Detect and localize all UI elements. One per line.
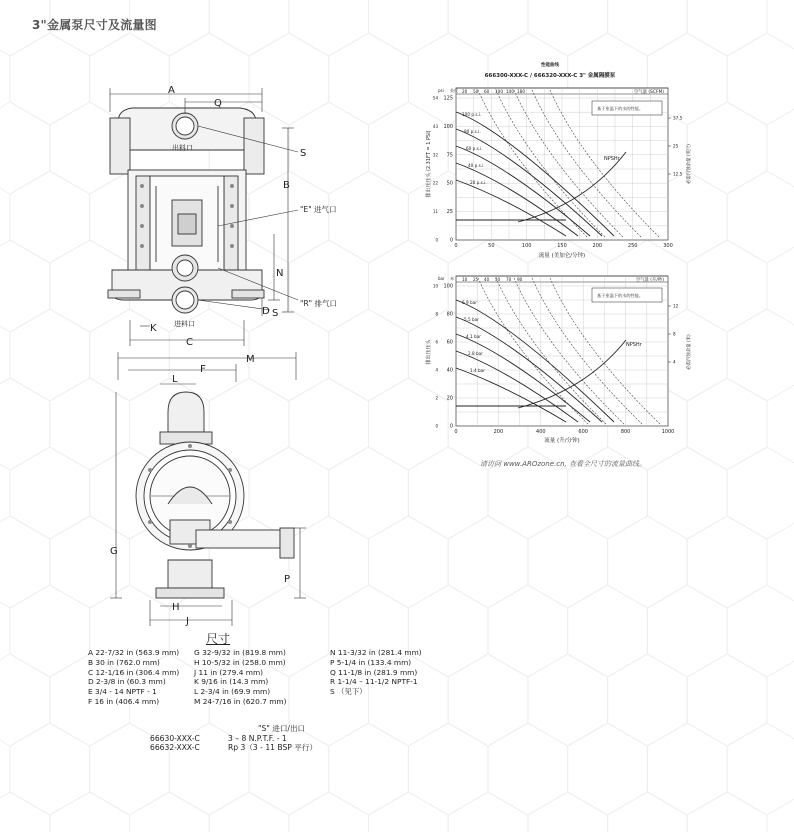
dim-label-F: F	[200, 364, 206, 375]
inlet-label: 进料口	[174, 320, 195, 328]
dimension-entry: K 9/16 in (14.3 mm)	[194, 677, 269, 687]
dim-label-S-bottom: S	[272, 308, 279, 319]
y-tick-label: 100	[443, 123, 453, 130]
air-tick-label: 40	[484, 277, 490, 282]
dim-label-B: B	[283, 180, 290, 191]
dim-label-G: G	[110, 546, 118, 557]
dimension-entry: R 1-1/4 – 11-1/2 NPTF-1	[330, 677, 418, 687]
dimension-entry: D 2-3/8 in (60.3 mm)	[88, 677, 166, 687]
performance-chart-metric	[425, 275, 692, 444]
dim-label-S-top: S	[300, 148, 307, 159]
dimensions-title: 尺寸	[206, 632, 231, 646]
pressure-curve-label: 60 p.s.i.	[466, 146, 483, 151]
air-tick-label: 180	[517, 89, 525, 94]
x-tick-label: 50	[488, 243, 495, 249]
dim-label-P: P	[284, 574, 291, 585]
y-secondary-tick-label: 8	[435, 311, 438, 317]
y-secondary-tick-label: 11	[432, 209, 438, 215]
port-spec-row	[150, 734, 317, 744]
port-spec-block	[150, 724, 317, 753]
pump-side-view	[136, 392, 294, 598]
chart-top-left-unit: 英尺	[450, 88, 458, 93]
pump-front-view	[108, 108, 264, 313]
air-tick-label: 50	[495, 277, 501, 282]
dimension-entry: Q 11-1/8 in (281.9 mm)	[330, 667, 418, 677]
dimension-entry: F 16 in (406.4 mm)	[88, 696, 160, 706]
pressure-curve-label: 40 p.s.i.	[468, 163, 485, 168]
air-tick-label: 90	[517, 277, 523, 282]
dim-label-Q: Q	[214, 98, 222, 109]
y-secondary-tick-label: 54	[432, 95, 438, 101]
dimension-entry: B 30 in (762.0 mm)	[88, 657, 160, 667]
chart-top-header: 性能曲线	[541, 63, 559, 68]
y-tick-label: 80	[446, 311, 453, 318]
y2-tick-label: 12	[673, 303, 679, 309]
y-secondary-tick-label: 6	[435, 339, 438, 345]
dim-label-H: H	[172, 602, 180, 613]
pressure-curve-label: 6.9 bar	[462, 300, 477, 305]
air-tick-label: 140	[506, 89, 514, 94]
pressure-curve-label: 5.5 bar	[464, 317, 479, 322]
x-tick-label: 0	[454, 243, 458, 249]
chart-website-note: 请访问 www.AROzone.cn, 查看全尺寸的流量曲线。	[480, 460, 647, 468]
y-secondary-tick-label: 43	[432, 123, 438, 129]
dimensions-table	[88, 648, 470, 707]
chart-bottom-air-label: 空气量 (升/秒)	[635, 278, 664, 283]
pressure-curve-label: 1.4 bar	[470, 368, 485, 373]
port-model: 66630-XXX-C	[150, 733, 200, 743]
air-tick-label: 60	[484, 89, 490, 94]
chart-top-air-label: 空气量 (SCFM)	[633, 90, 664, 95]
y-secondary-tick-label: 32	[432, 152, 438, 158]
chart-top-left-unit2: psi	[438, 88, 444, 93]
port-desc: 3 – 8 N.P.T.F. - 1	[228, 733, 287, 743]
y2-tick-label: 37.5	[673, 115, 683, 121]
chart-top-y2-label: 必需汽蚀余量 (英尺)	[687, 144, 692, 184]
outlet-label: 出料口	[172, 144, 193, 152]
y-secondary-tick-label: 10	[432, 283, 438, 289]
dimensions-column-2	[194, 648, 330, 707]
y2-tick-label: 4	[673, 359, 676, 365]
chart-bottom-npsh: NPSHr	[626, 342, 642, 348]
exhaust-label: "R" 排气口	[300, 299, 337, 308]
air-tick-label: 50	[473, 89, 479, 94]
dim-label-N: N	[276, 268, 284, 279]
dimension-entry: A 22-7/32 in (563.9 mm)	[88, 648, 180, 657]
dim-label-A: A	[168, 85, 175, 96]
x-tick-label: 100	[521, 243, 532, 249]
x-tick-label: 150	[557, 243, 567, 249]
dim-label-J: J	[186, 616, 189, 627]
dim-label-M: M	[246, 354, 255, 365]
chart-bottom-y-label: 排出压压头	[426, 339, 432, 365]
y2-tick-label: 25	[673, 143, 679, 149]
chart-bottom-note: 基于室温下的水的性能。	[597, 293, 644, 298]
chart-top-y-label: 排出压压头 (2.31FT = 1 PSI)	[426, 130, 432, 198]
pressure-curve-label: 100 p.s.i.	[462, 112, 482, 117]
y-secondary-tick-label: 2	[435, 395, 438, 401]
chart-top-x-label: 流量 (美加仑/分钟)	[538, 253, 586, 259]
y-tick-label: 40	[446, 367, 453, 374]
y-tick-label: 0	[449, 237, 453, 244]
x-tick-label: 0	[454, 429, 458, 435]
dim-label-L: L	[172, 374, 178, 385]
performance-chart-imperial	[425, 61, 692, 259]
chart-top-note: 基于室温下的水的性能。	[597, 106, 644, 111]
y2-tick-label: 8	[673, 331, 676, 337]
dimension-entry: C 12-1/16 in (306.4 mm)	[88, 667, 180, 677]
chart-bottom-x-label: 流量 (升/分钟)	[544, 438, 580, 444]
dim-label-C: C	[186, 337, 193, 348]
pressure-curve-label: 20 p.s.i.	[470, 180, 487, 185]
port-spec-heading: "S" 进口/出口	[258, 724, 306, 733]
y-secondary-tick-label: 4	[435, 367, 438, 373]
chart-bottom-left-unit2: bar	[438, 276, 445, 281]
air-tick-label: 20	[462, 89, 468, 94]
y-secondary-tick-label: 0	[435, 423, 438, 429]
air-inlet-label: "E" 进气口	[300, 205, 337, 214]
y-tick-label: 0	[449, 423, 453, 430]
port-model: 66632-XXX-C	[150, 743, 200, 753]
x-tick-label: 800	[620, 429, 631, 435]
y-tick-label: 75	[446, 152, 453, 159]
dimension-entry: E 3/4 - 14 NPTF - 1	[88, 687, 157, 697]
dimension-entry: L 2-3/4 in (69.9 mm)	[194, 687, 271, 697]
pressure-curve-label: 2.8 bar	[468, 351, 483, 356]
y-tick-label: 50	[446, 180, 453, 187]
y2-tick-label: 12.5	[673, 171, 683, 177]
x-tick-label: 1000	[661, 429, 675, 435]
y-tick-label: 125	[443, 95, 453, 102]
y-tick-label: 25	[446, 209, 453, 216]
y-secondary-tick-label: 22	[432, 180, 438, 186]
chart-bottom-left-unit: 米	[450, 276, 454, 281]
dimension-entry: J 11 in (279.4 mm)	[194, 667, 264, 677]
dimensions-column-3	[330, 648, 470, 707]
x-tick-label: 200	[493, 429, 504, 435]
x-tick-label: 300	[663, 243, 673, 249]
chart-top-npsh: NPSHr	[604, 156, 620, 162]
dimension-entry: P 5-1/4 in (133.4 mm)	[330, 657, 412, 667]
air-tick-label: 100	[495, 89, 503, 94]
dim-label-D: D	[262, 306, 270, 317]
air-tick-label: 25	[473, 277, 479, 282]
x-tick-label: 250	[627, 243, 638, 249]
x-tick-label: 400	[536, 429, 546, 435]
dimension-entry: M 24-7/16 in (620.7 mm)	[194, 696, 287, 706]
y-secondary-tick-label: 0	[435, 237, 438, 243]
x-tick-label: 200	[592, 243, 603, 249]
chart-bottom-y2-label: 必需汽蚀余量 (米)	[687, 334, 692, 370]
y-tick-label: 60	[446, 339, 453, 346]
y-tick-label: 100	[443, 283, 453, 290]
dim-label-K: K	[150, 323, 157, 334]
port-desc: Rp 3（3 - 11 BSP 平行）	[228, 743, 318, 753]
air-tick-label: 10	[462, 277, 468, 282]
dimensions-column-1	[88, 648, 194, 707]
pressure-curve-label: 80 p.s.i.	[464, 129, 481, 134]
pressure-curve-label: 4.1 bar	[466, 334, 481, 339]
page-title: 3"金属泵尺寸及流量图	[32, 18, 157, 32]
port-spec-row	[150, 743, 317, 753]
dimension-entry: G 32-9/32 in (819.8 mm)	[194, 648, 286, 657]
dimension-entry: S （见下）	[330, 687, 367, 697]
dimension-entry: H 10-5/32 in (258.0 mm)	[194, 657, 286, 667]
dimension-entry: N 11-3/32 in (281.4 mm)	[330, 648, 422, 657]
y-tick-label: 20	[446, 395, 453, 402]
x-tick-label: 600	[578, 429, 588, 435]
air-tick-label: 70	[506, 277, 512, 282]
chart-top-subheader: 666300-XXX-C / 666320-XXX-C 3" 金属隔膜泵	[484, 73, 616, 79]
